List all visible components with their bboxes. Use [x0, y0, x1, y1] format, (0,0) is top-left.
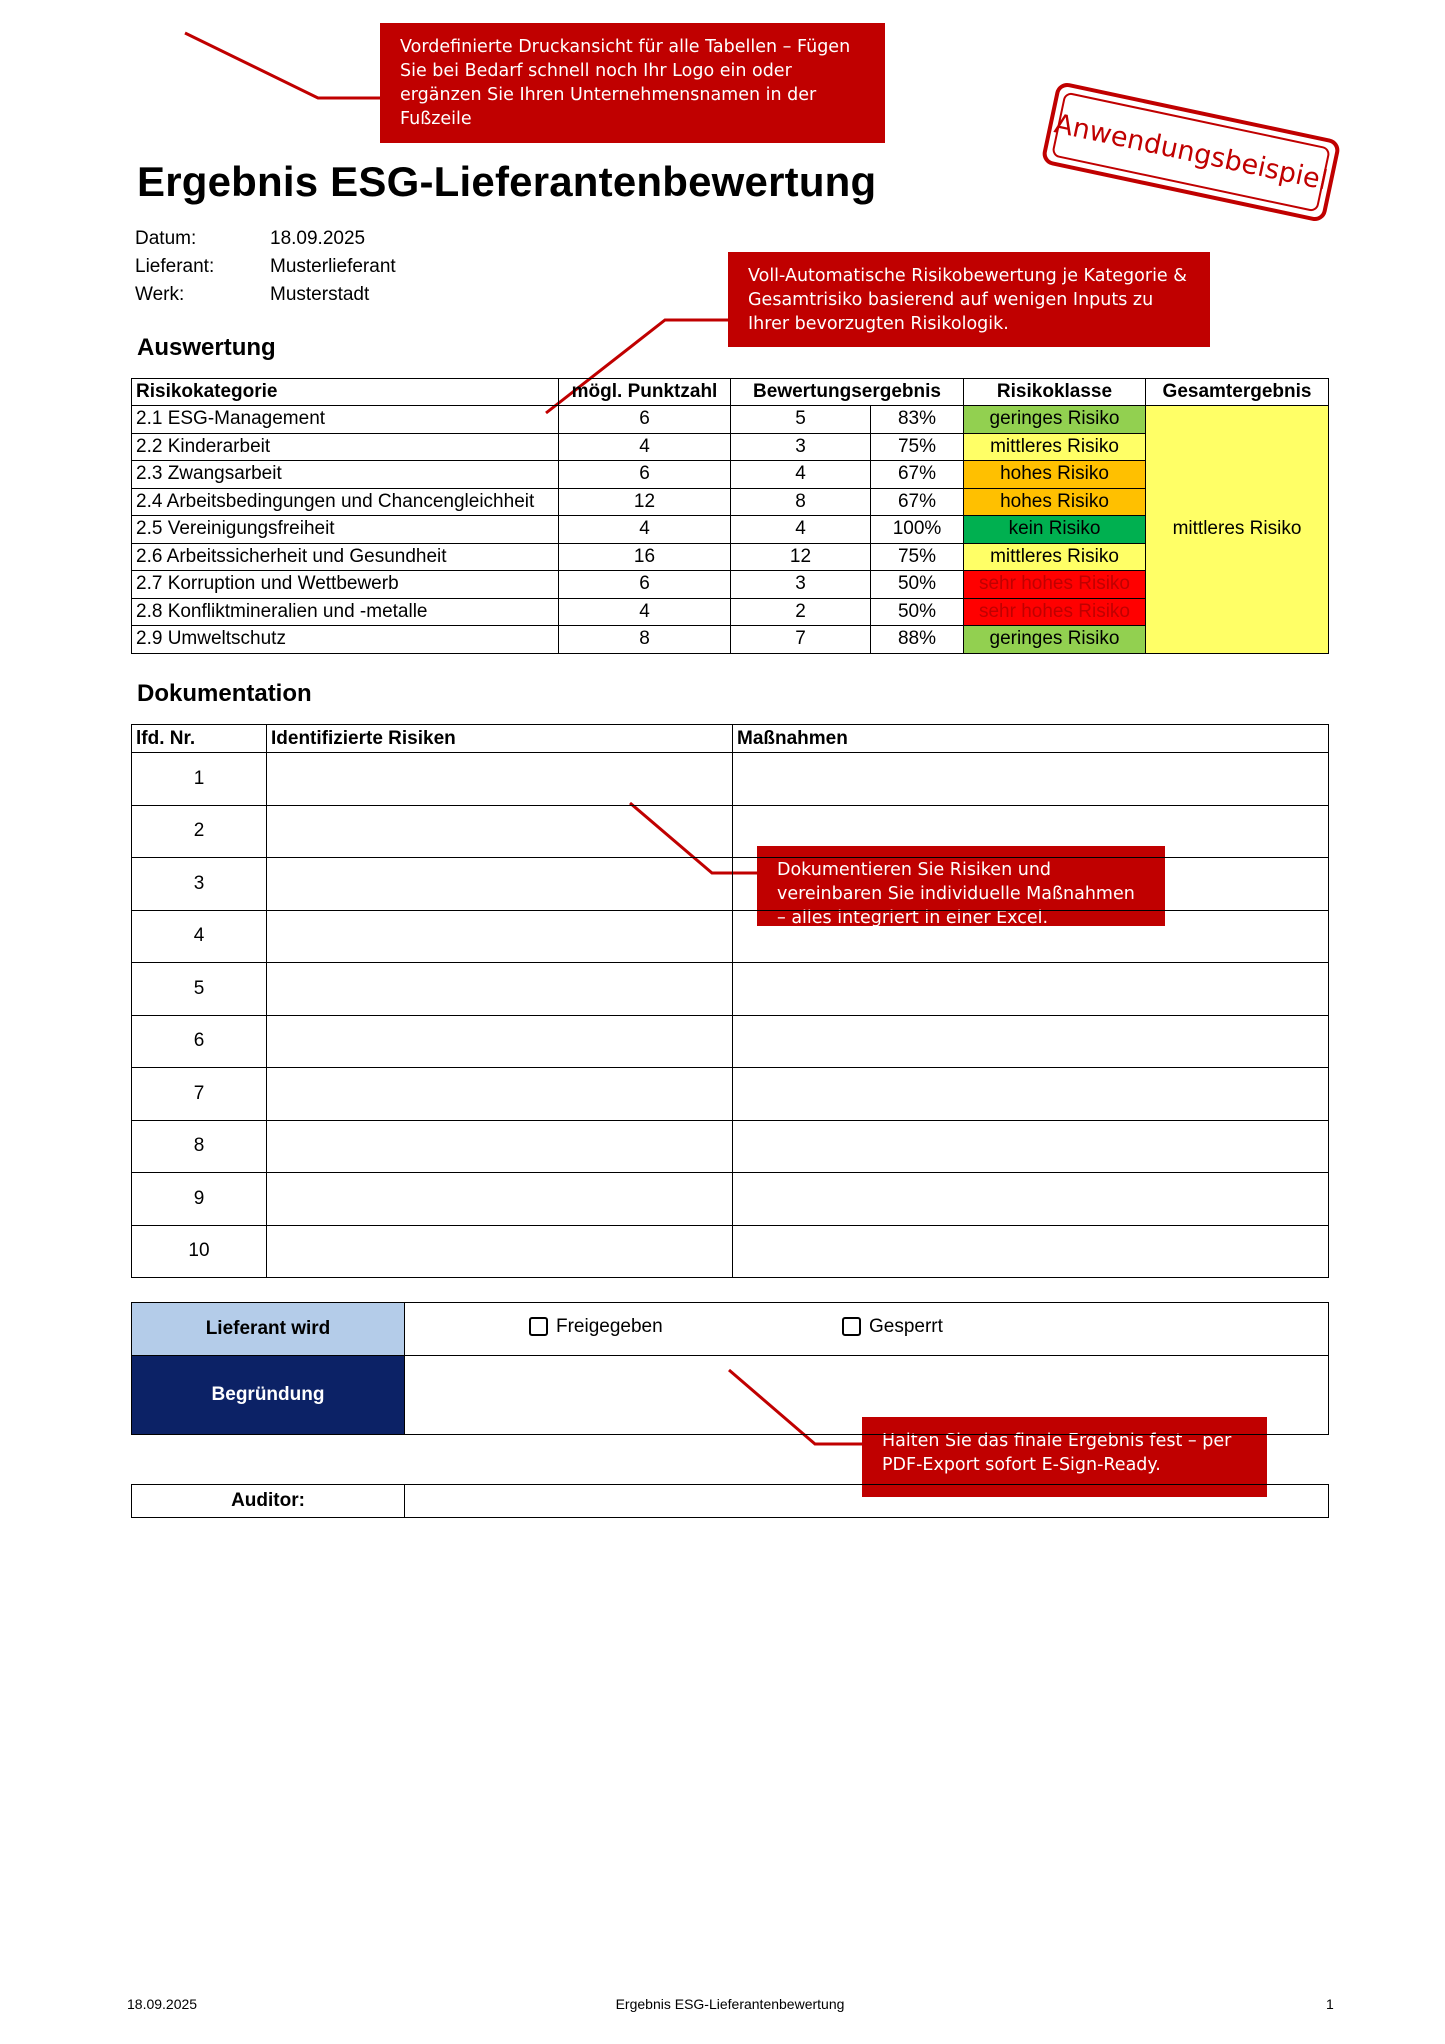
table-row	[132, 1173, 1329, 1226]
measure-input-cell[interactable]	[733, 805, 1329, 858]
risk-input-cell[interactable]	[267, 1068, 733, 1121]
max-points-cell: 16	[559, 543, 731, 571]
status-label: Lieferant wird	[132, 1303, 405, 1356]
overall-result-cell: mittleres Risiko	[1146, 406, 1329, 654]
callout-final-result: Halten Sie das finale Ergebnis fest – per PDF-Export sofort E-Sign-Ready.	[862, 1417, 1267, 1497]
max-points-cell: 4	[559, 598, 731, 626]
callout-documentation: Dokumentieren Sie Risiken und vereinbaren Sie individuelle Maßnahmen – alles integriert in einer Excel.	[757, 846, 1165, 926]
max-points-cell: 4	[559, 516, 731, 544]
max-points-cell: 6	[559, 571, 731, 599]
percent-cell: 75%	[871, 433, 964, 461]
date-value: 18.09.2025	[270, 228, 366, 249]
row-number: 9	[132, 1173, 267, 1226]
table-row	[132, 1120, 1329, 1173]
score-cell: 12	[731, 543, 871, 571]
row-number: 3	[132, 858, 267, 911]
header-measures: Maßnahmen	[733, 725, 1329, 753]
blocked-checkbox[interactable]	[842, 1317, 861, 1336]
percent-cell: 67%	[871, 461, 964, 489]
max-points-cell: 8	[559, 626, 731, 654]
score-cell: 4	[731, 516, 871, 544]
status-row	[132, 1303, 1329, 1356]
risk-input-cell[interactable]	[267, 805, 733, 858]
table-row	[132, 753, 1329, 806]
reason-row	[132, 1356, 1329, 1435]
category-cell: 2.5 Vereinigungsfreiheit	[132, 516, 559, 544]
page-title: Ergebnis ESG-Lieferantenbewertung	[137, 158, 877, 205]
dokumentation-heading: Dokumentation	[137, 680, 312, 707]
header-risks: Identifizierte Risiken	[267, 725, 733, 753]
score-cell: 5	[731, 406, 871, 434]
max-points-cell: 6	[559, 461, 731, 489]
percent-cell: 67%	[871, 488, 964, 516]
category-cell: 2.3 Zwangsarbeit	[132, 461, 559, 489]
plant-label: Werk:	[135, 284, 185, 305]
row-number: 1	[132, 753, 267, 806]
row-number: 4	[132, 910, 267, 963]
footer-date: 18.09.2025	[127, 1996, 198, 2012]
percent-cell: 88%	[871, 626, 964, 654]
risk-input-cell[interactable]	[267, 910, 733, 963]
blocked-label: Gesperrt	[869, 1316, 943, 1337]
documentation-table	[131, 724, 1329, 1278]
approved-option[interactable]	[529, 1316, 663, 1338]
auditor-table	[131, 1484, 1329, 1518]
risk-input-cell[interactable]	[267, 963, 733, 1016]
supplier-label: Lieferant:	[135, 256, 215, 277]
measure-input-cell[interactable]	[733, 858, 1329, 911]
score-cell: 2	[731, 598, 871, 626]
max-points-cell: 4	[559, 433, 731, 461]
risk-class-cell: geringes Risiko	[964, 406, 1146, 434]
risk-class-cell: hohes Risiko	[964, 461, 1146, 489]
table-row	[132, 963, 1329, 1016]
category-cell: 2.6 Arbeitssicherheit und Gesundheit	[132, 543, 559, 571]
footer-title: Ergebnis ESG-Lieferantenbewertung	[615, 1996, 845, 2012]
table-row	[132, 805, 1329, 858]
score-cell: 8	[731, 488, 871, 516]
approved-label: Freigegeben	[556, 1316, 663, 1337]
category-cell: 2.8 Konfliktmineralien und -metalle	[132, 598, 559, 626]
score-cell: 4	[731, 461, 871, 489]
risk-input-cell[interactable]	[267, 1120, 733, 1173]
risk-class-cell: sehr hohes Risiko	[964, 598, 1146, 626]
risk-input-cell[interactable]	[267, 1015, 733, 1068]
date-label: Datum:	[135, 228, 197, 249]
documentation-header-row	[132, 725, 1329, 753]
connector-top	[185, 33, 380, 98]
row-number: 2	[132, 805, 267, 858]
header-overall: Gesamtergebnis	[1146, 379, 1329, 406]
table-row	[132, 1015, 1329, 1068]
table-row	[132, 910, 1329, 963]
auditor-input-cell[interactable]	[405, 1485, 1329, 1518]
table-row	[132, 406, 1329, 434]
table-row	[132, 858, 1329, 911]
risk-input-cell[interactable]	[267, 1173, 733, 1226]
risk-class-cell: kein Risiko	[964, 516, 1146, 544]
measure-input-cell[interactable]	[733, 963, 1329, 1016]
supplier-value: Musterlieferant	[270, 256, 396, 277]
header-max-points: mögl. Punktzahl	[559, 379, 731, 406]
max-points-cell: 12	[559, 488, 731, 516]
table-row	[132, 1068, 1329, 1121]
callout-risk-assessment: Voll-Automatische Risikobewertung je Kategorie & Gesamtrisiko basierend auf wenigen Inputs zu Ihrer bevorzugten Risikologik.	[728, 252, 1210, 347]
auditor-label: Auditor:	[132, 1485, 405, 1518]
percent-cell: 100%	[871, 516, 964, 544]
percent-cell: 50%	[871, 571, 964, 599]
evaluation-table	[131, 378, 1329, 654]
plant-value: Musterstadt	[270, 284, 370, 305]
row-number: 5	[132, 963, 267, 1016]
measure-input-cell[interactable]	[733, 1225, 1329, 1278]
percent-cell: 83%	[871, 406, 964, 434]
measure-input-cell[interactable]	[733, 910, 1329, 963]
blocked-option[interactable]	[842, 1316, 943, 1338]
reason-input-cell[interactable]	[405, 1356, 1329, 1435]
risk-class-cell: geringes Risiko	[964, 626, 1146, 654]
percent-cell: 75%	[871, 543, 964, 571]
category-cell: 2.1 ESG-Management	[132, 406, 559, 434]
row-number: 7	[132, 1068, 267, 1121]
risk-class-cell: mittleres Risiko	[964, 433, 1146, 461]
evaluation-header-row	[132, 379, 1329, 406]
approved-checkbox[interactable]	[529, 1317, 548, 1336]
example-stamp-label: Anwendungsbeispiel	[1051, 91, 1331, 212]
table-row	[132, 1225, 1329, 1278]
header-number: lfd. Nr.	[132, 725, 267, 753]
category-cell: 2.9 Umweltschutz	[132, 626, 559, 654]
score-cell: 3	[731, 571, 871, 599]
row-number: 8	[132, 1120, 267, 1173]
risk-class-cell: hohes Risiko	[964, 488, 1146, 516]
measure-input-cell[interactable]	[733, 1015, 1329, 1068]
measure-input-cell[interactable]	[733, 1120, 1329, 1173]
measure-input-cell[interactable]	[733, 1173, 1329, 1226]
max-points-cell: 6	[559, 406, 731, 434]
footer-page-number: 1	[1326, 1996, 1334, 2012]
measure-input-cell[interactable]	[733, 753, 1329, 806]
row-number: 10	[132, 1225, 267, 1278]
measure-input-cell[interactable]	[733, 1068, 1329, 1121]
score-cell: 3	[731, 433, 871, 461]
reason-label: Begründung	[132, 1356, 405, 1435]
category-cell: 2.2 Kinderarbeit	[132, 433, 559, 461]
status-options	[405, 1303, 1329, 1356]
risk-input-cell[interactable]	[267, 753, 733, 806]
header-category: Risikokategorie	[132, 379, 559, 406]
risk-class-cell: mittleres Risiko	[964, 543, 1146, 571]
header-risk-class: Risikoklasse	[964, 379, 1146, 406]
score-cell: 7	[731, 626, 871, 654]
category-cell: 2.7 Korruption und Wettbewerb	[132, 571, 559, 599]
callout-print-view: Vordefinierte Druckansicht für alle Tabellen – Fügen Sie bei Bedarf schnell noch Ihr Logo ein oder ergänzen Sie Ihren Unternehmensnamen in der Fußzeile	[380, 23, 885, 143]
row-number: 6	[132, 1015, 267, 1068]
header-result: Bewertungsergebnis	[731, 379, 964, 406]
risk-class-cell: sehr hohes Risiko	[964, 571, 1146, 599]
category-cell: 2.4 Arbeitsbedingungen und Chancengleichheit	[132, 488, 559, 516]
status-table	[131, 1302, 1329, 1435]
risk-input-cell[interactable]	[267, 858, 733, 911]
percent-cell: 50%	[871, 598, 964, 626]
risk-input-cell[interactable]	[267, 1225, 733, 1278]
auditor-row	[132, 1485, 1329, 1518]
auswertung-heading: Auswertung	[137, 334, 276, 361]
